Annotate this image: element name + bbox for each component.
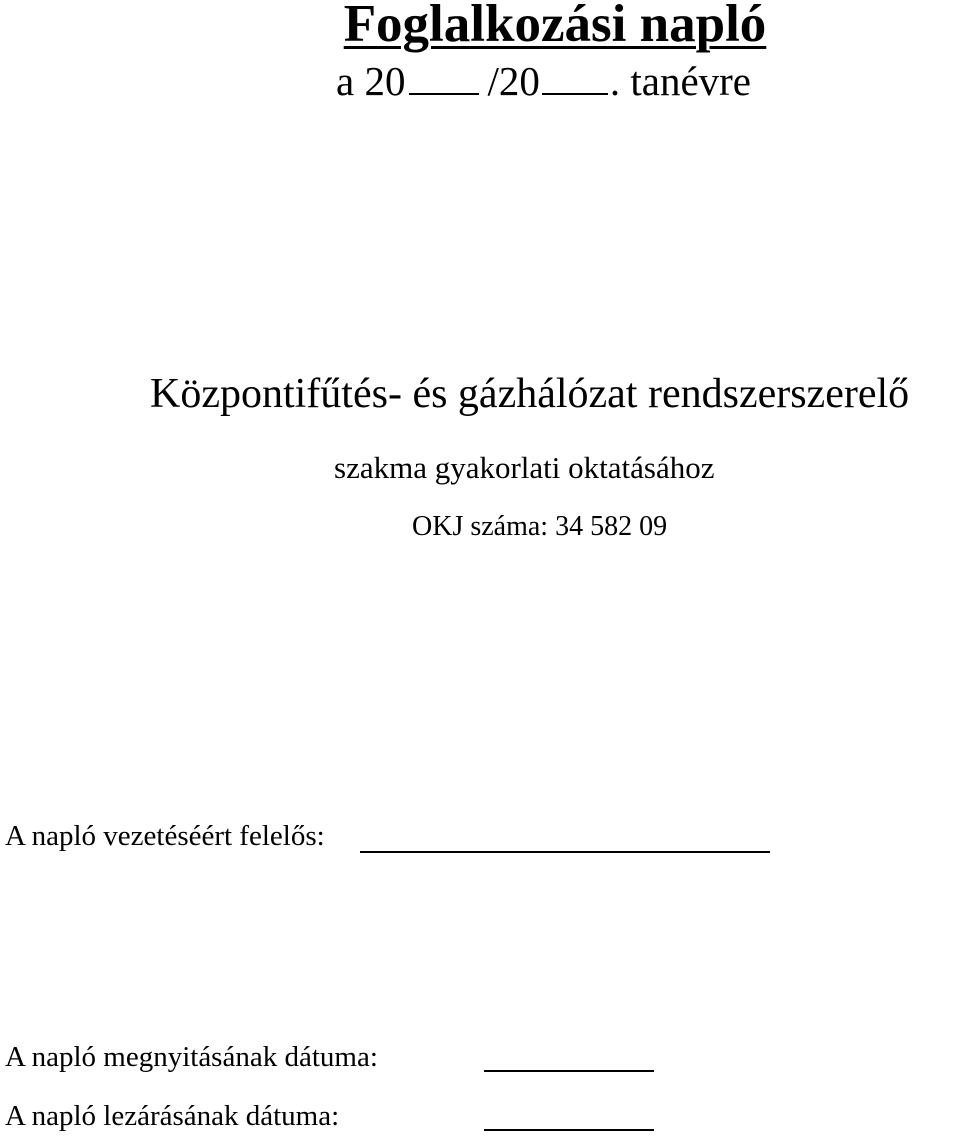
- closing-date-blank[interactable]: [484, 1129, 654, 1131]
- document-title: Foglalkozási napló: [343, 0, 767, 53]
- trade-name: Központifűtés- és gázhálózat rendszerszerelő: [150, 371, 910, 417]
- responsible-blank[interactable]: [360, 851, 770, 853]
- opening-date-blank[interactable]: [484, 1070, 654, 1072]
- subtitle: szakma gyakorlati oktatásához: [334, 450, 715, 485]
- start-year-blank[interactable]: [409, 92, 479, 95]
- okj-number: OKJ száma: 34 582 09: [412, 511, 668, 542]
- year-prefix: a 20: [336, 58, 406, 104]
- year-suffix: . tanévre: [609, 58, 751, 104]
- responsible-label: A napló vezetéséért felelős:: [5, 820, 325, 852]
- year-middle: /20: [487, 58, 540, 104]
- school-year-line: [336, 56, 751, 106]
- opening-date-label: A napló megnyitásának dátuma:: [5, 1041, 378, 1073]
- closing-date-label: A napló lezárásának dátuma:: [5, 1100, 340, 1132]
- end-year-blank[interactable]: [542, 92, 608, 95]
